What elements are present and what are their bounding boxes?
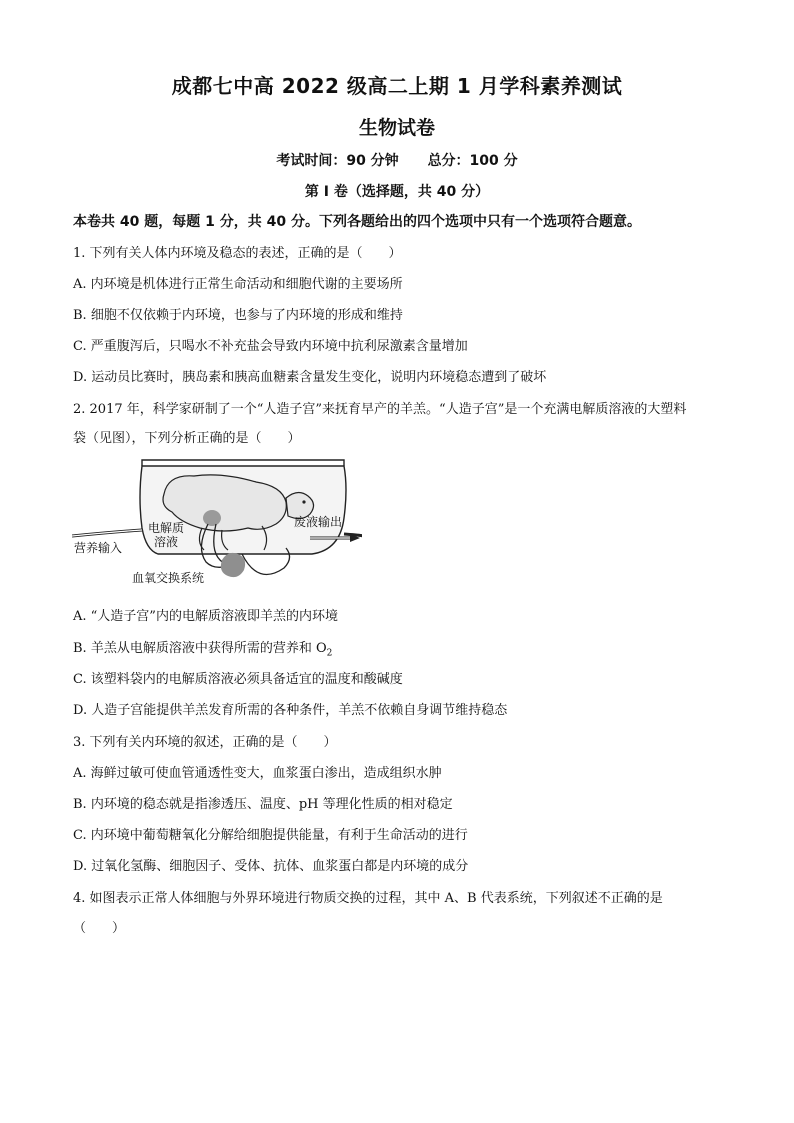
q1-stem: 1. 下列有关人体内环境及稳态的表述，正确的是（ ） [73, 246, 402, 261]
q2-option-b [73, 640, 332, 663]
section-title: 第 I 卷（选择题，共 40 分） [304, 184, 490, 200]
q2-stem-line2: 袋（见图），下列分析正确的是（ ） [73, 431, 301, 446]
subject-title: 生物试卷 [358, 117, 435, 139]
label-electrolyte-2: 溶液 [154, 535, 179, 549]
q3-option-d: D. 过氧化氢酶、细胞因子、受体、抗体、血浆蛋白都是内环境的成分 [73, 859, 469, 874]
q2-option-b-subscript: 2 [326, 648, 333, 659]
artificial-womb-figure [72, 458, 362, 592]
q2-option-b-text: B. 羊羔从电解质溶液中获得所需的营养和 O [73, 641, 327, 656]
label-nutrient-input: 营养输入 [74, 541, 123, 555]
section-instruction: 本卷共 40 题，每题 1 分，共 40 分。下列各题给出的四个选项中只有一个选项符合题意。 [73, 214, 641, 230]
q2-option-c: C. 该塑料袋内的电解质溶液必须具备适宜的温度和酸碱度 [73, 672, 403, 687]
exam-meta [0, 150, 794, 170]
exam-title: 成都七中高 2022 级高二上期 1 月学科素养测试 [171, 74, 623, 98]
q2-stem-line1: 2. 2017 年，科学家研制了一个“人造子宫”来抚育早产的羊羔。“人造子宫”是一个充满电解质溶液的大塑料 [73, 402, 687, 417]
q1-option-a: A. 内环境是机体进行正常生命活动和细胞代谢的主要场所 [73, 277, 403, 292]
q3-option-a: A. 海鲜过敏可使血管通透性变大，血浆蛋白渗出，造成组织水肿 [73, 766, 442, 781]
q2-option-d: D. 人造子宫能提供羊羔发育所需的各种条件，羊羔不依赖自身调节维持稳态 [73, 703, 508, 718]
label-blood-oxygen-exchange: 血氧交换系统 [132, 571, 205, 585]
label-waste-output: 废液输出 [294, 515, 343, 529]
q4-stem-line1: 4. 如图表示正常人体细胞与外界环境进行物质交换的过程，其中 A、B 代表系统，下列叙述不正确的是 [73, 891, 663, 906]
artificial-womb-diagram [72, 458, 362, 592]
label-electrolyte-1: 电解质 [148, 521, 185, 535]
q2-option-a: A. “人造子宫”内的电解质溶液即羊羔的内环境 [73, 609, 338, 624]
exam-score: 总分：100 分 [427, 153, 518, 169]
q4-stem-line2: （ ） [73, 921, 126, 936]
q3-option-c: C. 内环境中葡萄糖氧化分解给细胞提供能量，有利于生命活动的进行 [73, 828, 468, 843]
q3-option-b: B. 内环境的稳态就是指渗透压、温度、pH 等理化性质的相对稳定 [73, 797, 453, 812]
q1-option-d: D. 运动员比赛时，胰岛素和胰高血糖素含量发生变化，说明内环境稳态遭到了破坏 [73, 370, 547, 385]
q1-option-c: C. 严重腹泻后，只喝水不补充盐会导致内环境中抗利尿激素含量增加 [73, 339, 468, 354]
exam-time: 考试时间：90 分钟 [276, 153, 399, 169]
q3-stem: 3. 下列有关内环境的叙述，正确的是（ ） [73, 735, 337, 750]
q1-option-b: B. 细胞不仅依赖于内环境，也参与了内环境的形成和维持 [73, 308, 403, 323]
